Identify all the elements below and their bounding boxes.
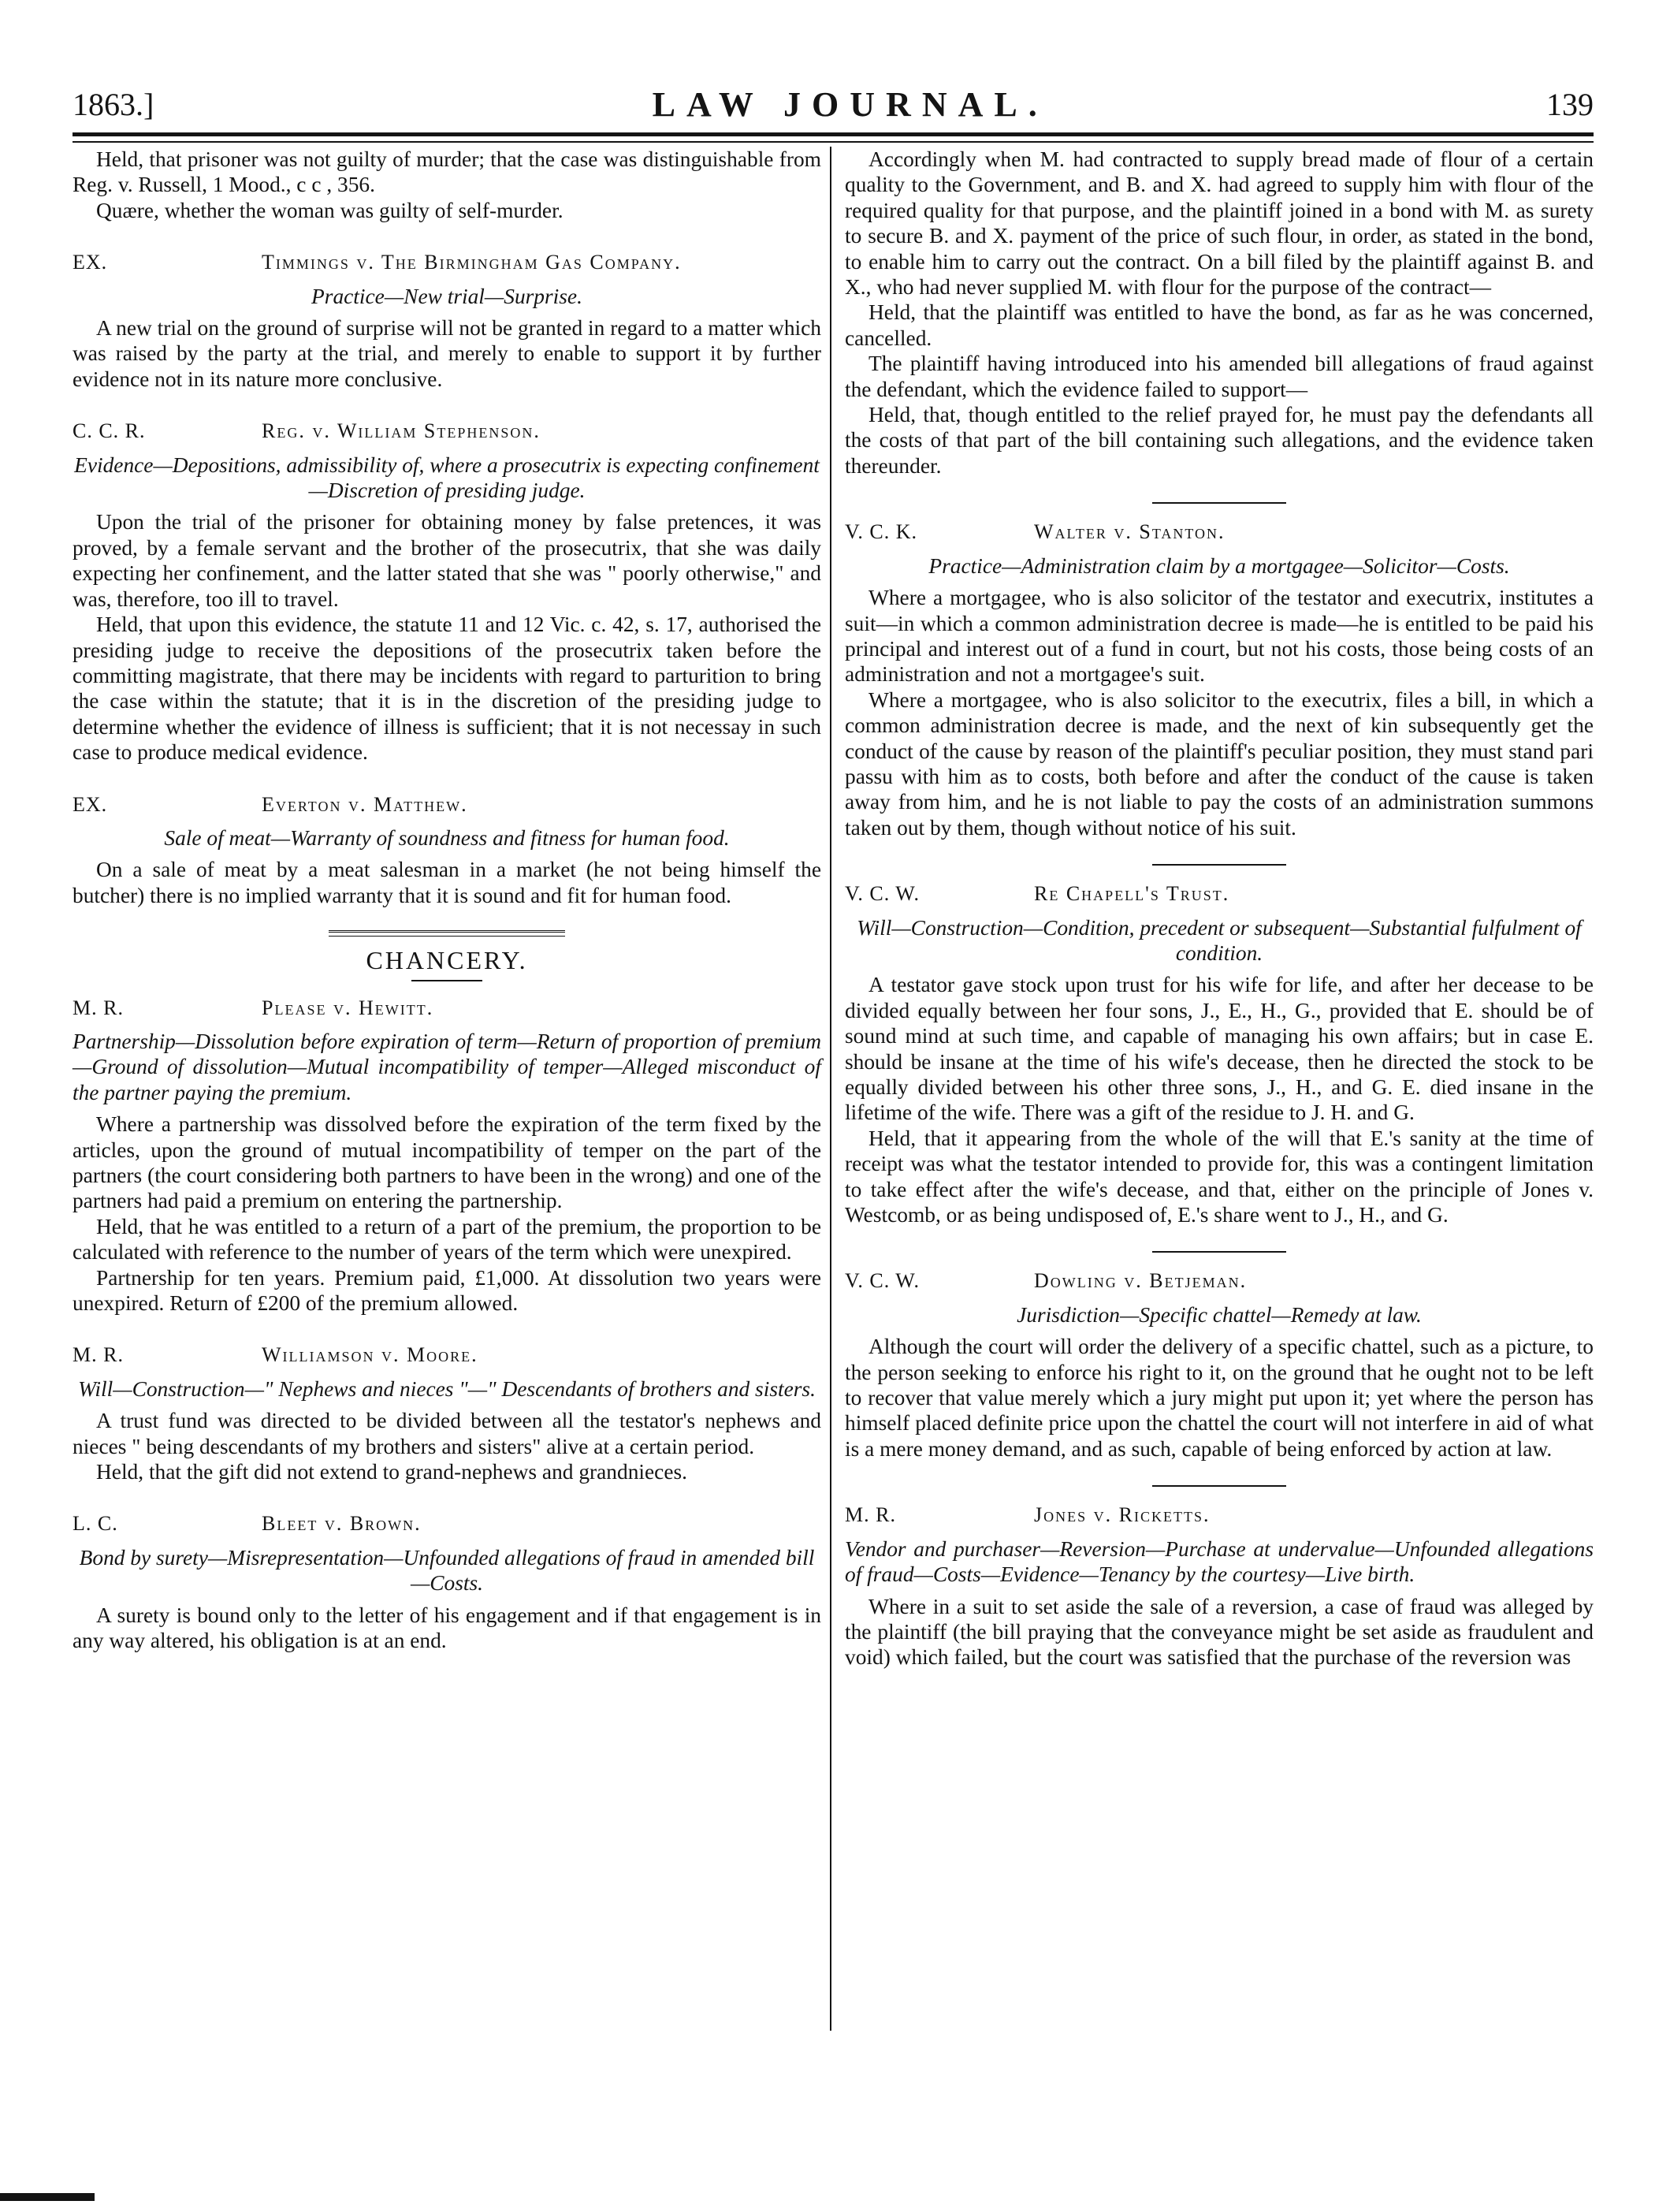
case-paragraph: Held, that the gift did not extend to grand-nephews and grandnieces. <box>96 1460 687 1484</box>
case-rubric: Will—Construction—Condition, precedent or subsequent—Substantial fulfulment of condition. <box>857 915 1582 965</box>
case-paragraph: Although the court will order the delivery of a specific chattel, such as a picture, to the person seeking to enforce his right to it, on the ground that he ought not to be left to recover that value merely which a jury might put upon it; yet where the person has himself placed definite price upon the chattel the court will not interfere in aid of what is a mere money demand, and as such, capable of being enforced by action at law. <box>845 1335 1594 1461</box>
court-abbrev: V. C. W. <box>845 882 920 906</box>
court-abbrev: M. R. <box>73 1343 124 1367</box>
case-heading <box>73 419 821 444</box>
case-paragraph: Where in a suit to set aside the sale of a reversion, a case of fraud was alleged by the plaintiff (the bill praying that the conveyance might be set aside as fraudulent and void) which failed, but the court was satisfied that the purchase of the reversion was <box>845 1594 1594 1670</box>
court-abbrev: M. R. <box>73 996 124 1019</box>
case-name: Walter v. Stanton. <box>1034 520 1226 544</box>
case-name: Bleet v. Brown. <box>262 1512 422 1536</box>
case-rubric: Jurisdiction—Specific chattel—Remedy at law. <box>1017 1302 1422 1327</box>
case-name: Reg. v. William Stephenson. <box>262 419 541 443</box>
case-name: Jones v. Ricketts. <box>1034 1503 1211 1527</box>
case-name: Williamson v. Moore. <box>262 1343 478 1367</box>
case-paragraph: Held, that upon this evidence, the statute 11 and 12 Vic. c. 42, s. 17, authorised the presiding judge to receive the depositions of the prosecutrix taken before the committing magistrate, that there may be incidents with regard to parturition to bring the case within the statute; that it is in the discretion of the presiding judge to determine whether the evidence of illness is sufficient; that it is not necessay in such case to produce medical evidence. <box>73 613 821 765</box>
case-rubric: Practice—New trial—Surprise. <box>311 284 582 308</box>
journal-title: LAW JOURNAL. <box>652 84 1048 124</box>
running-head <box>73 73 1594 136</box>
column-divider <box>830 147 831 2031</box>
intro-paragraph: Quære, whether the woman was guilty of self-murder. <box>96 198 563 222</box>
court-abbrev: EX. <box>73 251 108 274</box>
case-paragraph: Partnership for ten years. Premium paid, £1,000. At dissolution two years were unexpired. Return of £200 of the premium allowed. <box>73 1265 821 1316</box>
case-heading <box>845 881 1594 907</box>
continuation-paragraph: Held, that, though entitled to the relief prayed for, he must pay the defendants all the costs of that part of the bill containing such allegations, and the evidence taken thereunder. <box>845 403 1594 478</box>
case-heading <box>73 1511 821 1536</box>
case-name: Re Chapell's Trust. <box>1034 882 1230 906</box>
continuation-paragraph: The plaintiff having introduced into his amended bill allegations of fraud against the defendant, which the evidence failed to support— <box>845 352 1594 401</box>
case-rubric: Sale of meat—Warranty of soundness and fitness for human food. <box>164 825 730 850</box>
case-paragraph: A testator gave stock upon trust for his wife for life, and after her decease to be divided equally between her four sons, J., E., H., G., provided that E. should be of sound mind at such time, and capable of managing his own affairs; but in case E. should be insane at the time of his wife's decease, then he directed the stock to be equally divided between his other three sons, J., H., and G. E. died insane in the lifetime of the wife. There was a gift of the residue to J. H. and G. <box>845 973 1594 1125</box>
court-abbrev: C. C. R. <box>73 419 146 443</box>
case-heading <box>845 1503 1594 1528</box>
case-name: Dowling v. Betjeman. <box>1034 1269 1248 1293</box>
section-short-rule <box>411 980 482 981</box>
case-paragraph: A surety is bound only to the letter of his engagement and if that engagement is in any way altered, his obligation is at an end. <box>73 1603 821 1653</box>
case-name: Please v. Hewitt. <box>262 996 434 1019</box>
case-paragraph: A trust fund was directed to be divided between all the testator's nephews and nieces " being descendants of my brothers and sisters" alive at a certain period. <box>73 1409 821 1458</box>
case-name: Timmings v. The Birmingham Gas Company. <box>262 251 682 274</box>
case-paragraph: On a sale of meat by a meat salesman in a market (he not being himself the butcher) there is no implied warranty that it is sound and fit for human food. <box>73 858 821 907</box>
case-divider <box>1152 1485 1286 1487</box>
left-column <box>73 147 821 1654</box>
head-rule-thick <box>73 132 1594 136</box>
case-paragraph: Held, that it appearing from the whole of the will that E.'s sanity at the time of receipt was what the testator intended to provide for, this was a contingent limitation to take effect after the wife's decease, and that, either on the principle of Jones v. Westcomb, or as being undisposed of, E.'s share went to J., H., and G. <box>845 1126 1594 1227</box>
case-paragraph: A new trial on the ground of surprise will not be granted in regard to a matter which was raised by the party at the trial, and merely to enable to support it by further evidence not in its nature more conclusive. <box>73 316 821 391</box>
case-paragraph: Upon the trial of the prisoner for obtaining money by false pretences, it was proved, by a female servant and the brother of the prosecutrix, that she was daily expecting her confinement, and the latter stated that she was " poorly otherwise," and was, therefore, too ill to travel. <box>73 510 821 611</box>
page-edge-mark <box>0 2193 95 2201</box>
court-abbrev: EX. <box>73 792 108 816</box>
case-divider <box>1152 502 1286 504</box>
case-rubric: Partnership—Dissolution before expiration of term—Return of proportion of premium—Ground of dissolution—Mutual incompatibility of temper—Alleged misconduct of the partner paying the premium. <box>73 1029 821 1104</box>
case-heading <box>845 1268 1594 1294</box>
case-name: Everton v. Matthew. <box>262 792 468 816</box>
page-number: 139 <box>1545 86 1594 122</box>
case-heading <box>73 250 821 275</box>
case-heading <box>73 996 821 1021</box>
case-rubric: Vendor and purchaser—Reversion—Purchase at undervalue—Unfounded allegations of fraud—Costs—Evidence—Tenancy by the courtesy—Live birth. <box>845 1536 1594 1587</box>
case-heading <box>73 792 821 817</box>
case-rubric: Practice—Administration claim by a mortgagee—Solicitor—Costs. <box>928 553 1510 578</box>
head-rule-thin <box>73 141 1594 143</box>
court-abbrev: M. R. <box>845 1503 896 1527</box>
court-abbrev: V. C. W. <box>845 1269 920 1293</box>
case-heading <box>845 519 1594 545</box>
case-rubric: Will—Construction—" Nephews and nieces "—" Descendants of brothers and sisters. <box>78 1376 816 1401</box>
right-column <box>845 147 1594 1670</box>
court-abbrev: L. C. <box>73 1512 118 1536</box>
section-title: CHANCERY. <box>366 946 528 975</box>
case-divider <box>1152 864 1286 866</box>
continuation-paragraph: Accordingly when M. had contracted to supply bread made of flour of a certain quality to the Government, and B. and X. had agreed to supply him with flour of the required quality for that purpose, and the plaintiff joined in a bond with M. as surety to secure B. and X. payment of the price of such flour, in order, as stated in the bond, to enable him to carry out the contract. On a bill filed by the plaintiff against B. and X., who had never supplied M. with flour for the purpose of the contract— <box>845 147 1594 300</box>
case-rubric: Evidence—Depositions, admissibility of, where a prosecutrix is expecting confinement—Discretion of presiding judge. <box>74 452 820 503</box>
intro-paragraph: Held, that prisoner was not guilty of murder; that the case was distinguishable from Reg. v. Russell, 1 Mood., c c , 356. <box>73 147 821 197</box>
court-abbrev: V. C. K. <box>845 520 918 544</box>
case-paragraph: Held, that he was entitled to a return of a part of the premium, the proportion to be calculated with reference to the number of years of the term which were unexpired. <box>73 1214 821 1264</box>
case-paragraph: Where a partnership was dissolved before the expiration of the term fixed by the articles, upon the ground of mutual incompatibility of temper on the part of the partners (the court considering both partners to have been in the wrong) and one of the partners had paid a premium on entering the partnership. <box>73 1112 821 1213</box>
running-head-year: 1863.] <box>73 86 154 122</box>
section-rule <box>329 930 565 937</box>
case-paragraph: Where a mortgagee, who is also solicitor of the testator and executrix, institutes a suit—in which a common administration decree is made—he is entitled to be paid his principal and interest out of a fund in court, but not his costs, those being costs of an administration and not a mortgagee's suit. <box>845 586 1594 687</box>
case-paragraph: Where a mortgagee, who is also solicitor to the executrix, files a bill, in which a common administration decree is made, and the next of kin subsequently get the conduct of the cause by reason of the plaintiff's peculiar position, they must stand pari passu with him as to costs, both before and after the conduct of the cause is taken away from him, and he is not liable to pay the costs of an administration summons taken out by them, though without notice of his suit. <box>845 687 1594 840</box>
continuation-paragraph: Held, that the plaintiff was entitled to have the bond, as far as he was concerned, cancelled. <box>845 300 1594 350</box>
case-rubric: Bond by surety—Misrepresentation—Unfounded allegations of fraud in amended bill—Costs. <box>79 1545 815 1596</box>
case-divider <box>1152 1251 1286 1253</box>
case-heading <box>73 1342 821 1368</box>
